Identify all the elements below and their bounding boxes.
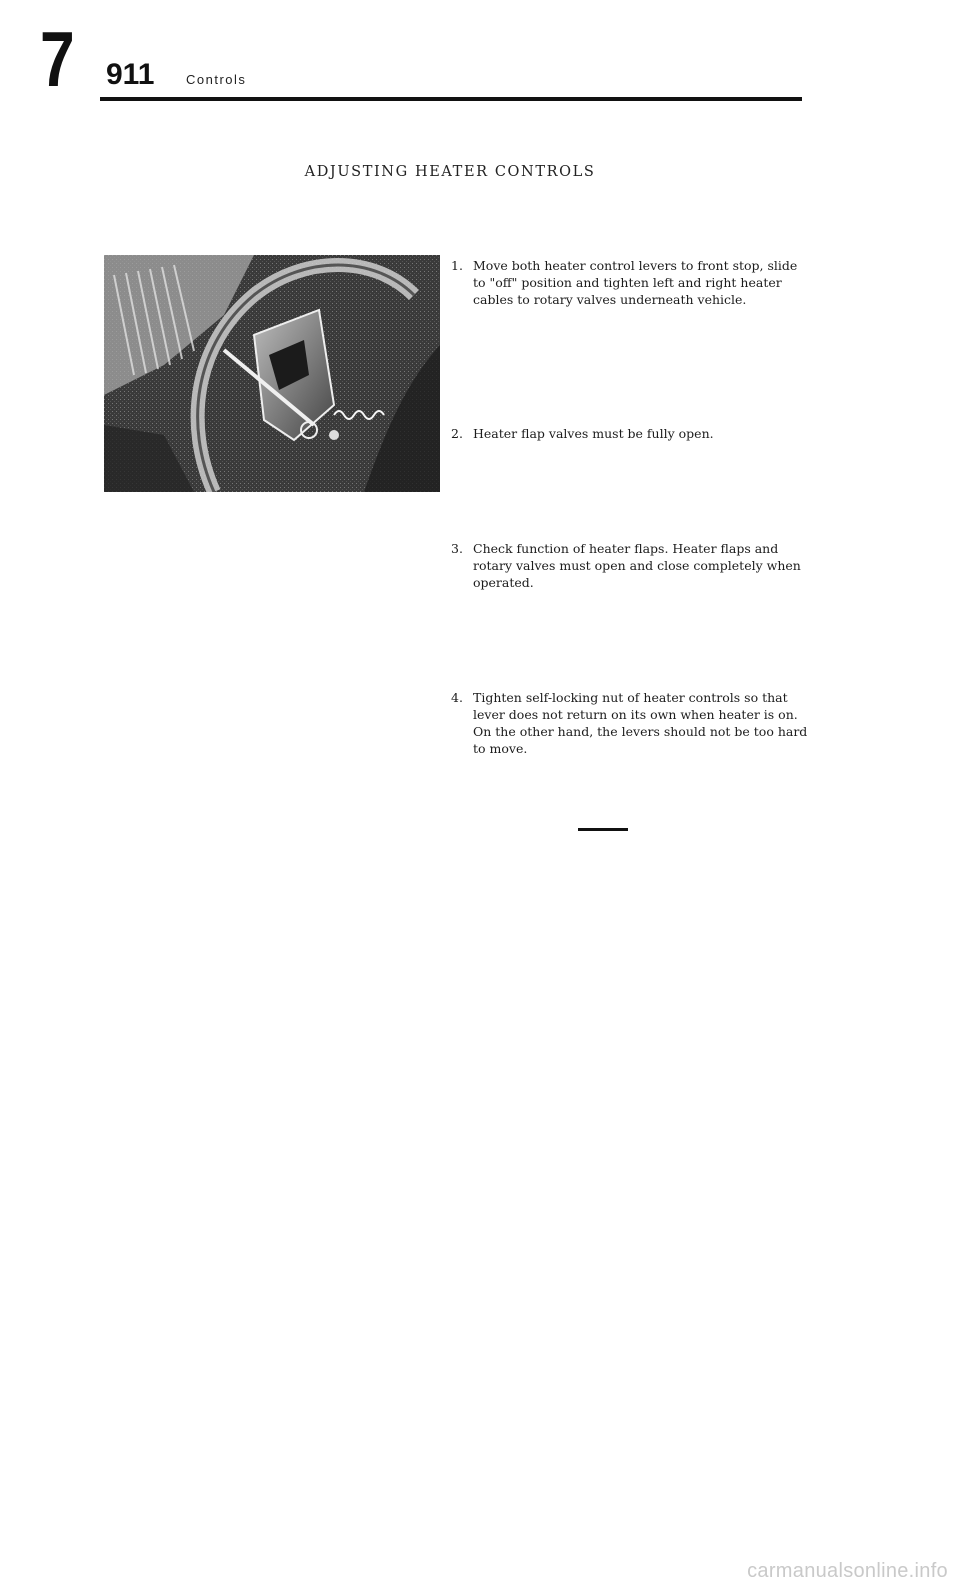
step-text: Check function of heater flaps. Heater flaps and rotary valves must open and close completely when operated. (473, 541, 801, 590)
step-4 (451, 689, 811, 757)
step-number: 2. (451, 426, 463, 441)
model-number: 911 (106, 58, 155, 91)
step-2 (451, 425, 811, 442)
watermark: carmanualsonline.info (747, 1560, 948, 1582)
step-1 (451, 257, 811, 308)
step-number: 1. (451, 258, 463, 273)
chapter-number: 7 (40, 15, 75, 103)
step-text: Heater flap valves must be fully open. (473, 426, 714, 441)
step-number: 3. (451, 541, 463, 556)
page-title: ADJUSTING HEATER CONTROLS (304, 164, 596, 180)
step-text: Tighten self-locking nut of heater controls so that lever does not return on its own when heater is on. On the other hand, the levers should not be too hard to move. (473, 690, 808, 756)
photo-icon (104, 255, 440, 492)
section-label: Controls (186, 72, 247, 87)
step-3 (451, 540, 811, 591)
heater-control-photo (104, 255, 440, 492)
header-rule (100, 97, 802, 101)
step-text: Move both heater control levers to front stop, slide to "off" position and tighten left and right heater cables to rotary valves underneath vehicle. (473, 258, 798, 307)
page-header (0, 0, 960, 110)
end-rule (578, 828, 628, 831)
step-number: 4. (451, 690, 463, 705)
